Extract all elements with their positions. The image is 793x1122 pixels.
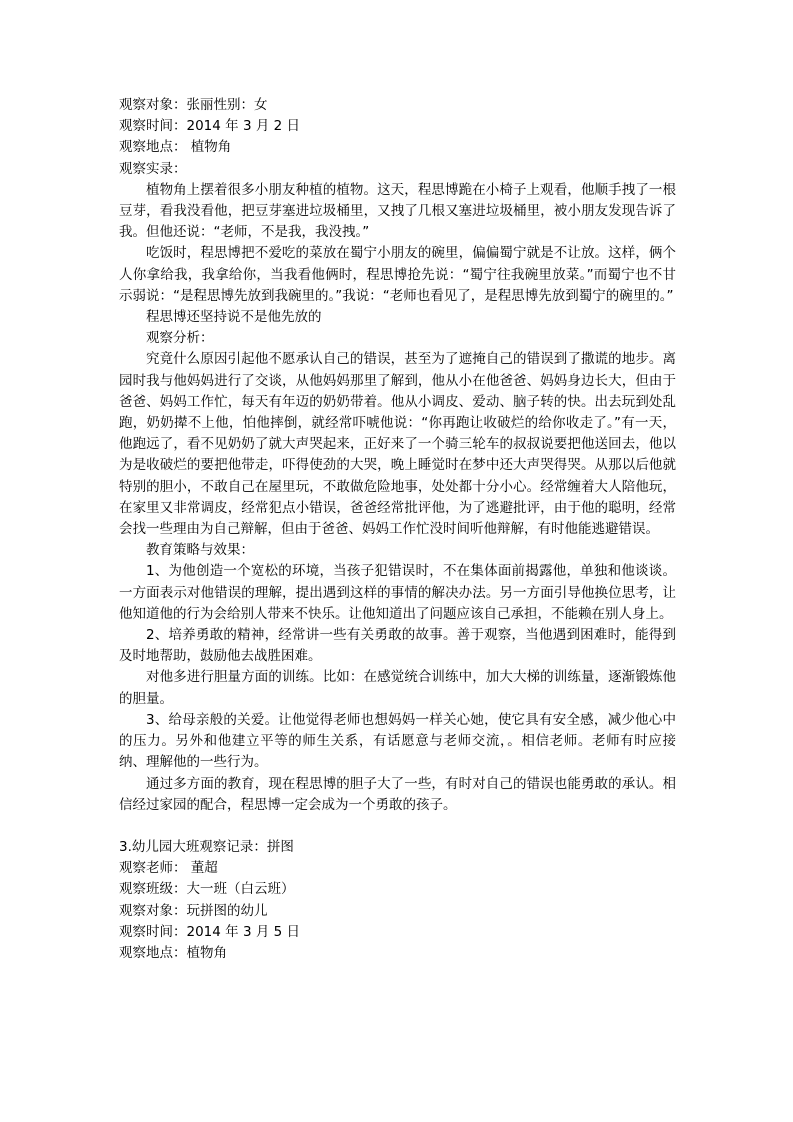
strategy-paragraph: 对他多进行胆量方面的训练。比如：在感觉统合训练中，加大大梯的训练量，逐渐锻炼他的胆量。 bbox=[119, 669, 676, 707]
observation-time: 观察时间：2014 年 3 月 2 日 bbox=[119, 118, 300, 135]
observation-place: 观察地点： 植物角 bbox=[119, 139, 232, 156]
document-page bbox=[119, 95, 676, 964]
strategy-paragraph: 1、为他创造一个宽松的环境，当孩子犯错误时，不在集体面前揭露他，单独和他谈谈。一方面表示对他错误的理解，提出遇到这样的事情的解决办法。另一方面引导他换位思考，让他知道他的行为会给别人带来不快乐。让他知道出了问题应该自己承担，不能赖在别人身上。 bbox=[119, 563, 676, 622]
record-paragraph: 植物角上摆着很多小朋友种植的植物。这天，程思博跪在小椅子上观看，他顺手拽了一根豆芽，看我没看他，把豆芽塞进垃圾桶里，又拽了几根又塞进垃圾桶里，被小朋友发现告诉了我。但他还说：“老师，不是我，我没拽。” bbox=[119, 181, 676, 241]
analysis-label: 观察分析： bbox=[146, 330, 214, 347]
observation-time-2: 观察时间：2014 年 3 月 5 日 bbox=[119, 923, 300, 940]
analysis-paragraph: 究竟什么原因引起他不愿承认自己的错误，甚至为了遮掩自己的错误到了撒谎的地步。离园时我与他妈妈进行了交谈，从他妈妈那里了解到，他从小在他爸爸、妈妈身边长大，但由于爸爸、妈妈工作忙，每天有年迈的奶奶带着。他从小调皮、爱动、脑子转的快。出去玩到处乱跑，奶奶撵不上他，怕他摔倒，就经常吓唬他说：“你再跑让收破烂的给你收走了。”有一天，他跑远了，看不见奶奶了就大声哭起来，正好来了一个骑三轮车的叔叔说要把他送回去，他以为是收破烂的要把他带走，吓得使劲的大哭，晚上睡觉时在梦中还大声哭得哭。从那以后他就特别的胆小，不敢自己在屋里玩，不敢做危险地事，处处都十分小心。经常缠着大人陪他玩，在家里又非常调皮，经常犯点小错误，爸爸经常批评他，为了逃避批评，由于他的聪明，经常会找一些理由为自己辩解，但由于爸爸、妈妈工作忙没时间听他辩解，有时他能逃避错误。 bbox=[119, 351, 676, 538]
strategy-label: 教育策略与效果： bbox=[146, 542, 254, 559]
observation-subject-2: 观察对象：玩拼图的幼儿 bbox=[119, 902, 268, 919]
section-heading: 3.幼儿园大班观察记录：拼图 bbox=[119, 838, 294, 855]
section-gap bbox=[119, 816, 676, 837]
conclusion-paragraph: 通过多方面的教育，现在程思博的胆子大了一些，有时对自己的错误也能勇敢的承认。相信经过家园的配合，程思博一定会成为一个勇敢的孩子。 bbox=[119, 775, 676, 813]
record-label: 观察实录： bbox=[119, 160, 187, 177]
observation-subject: 观察对象：张丽性别：女 bbox=[119, 97, 268, 113]
record-paragraph: 吃饭时，程思博把不爱吃的菜放在蜀宁小朋友的碗里，偏偏蜀宁就是不让放。这样，俩个人你拿给我，我拿给你，当我看他俩时，程思博抢先说：“蜀宁往我碗里放菜。”而蜀宁也不甘示弱说：“是程思博先放到我碗里的。”我说：“老师也看见了，是程思博先放到蜀宁的碗里的。” bbox=[119, 245, 676, 304]
strategy-paragraph: 2、培养勇敢的精神，经常讲一些有关勇敢的故事。善于观察，当他遇到困难时，能得到及时地帮助，鼓励他去战胜困难。 bbox=[119, 627, 676, 665]
observation-place-2: 观察地点：植物角 bbox=[119, 944, 227, 961]
observation-class: 观察班级：大一班（白云班） bbox=[119, 881, 295, 898]
insist-line: 程思博还坚持说不是他先放的 bbox=[146, 309, 322, 326]
observation-teacher: 观察老师： 董超 bbox=[119, 860, 218, 877]
strategy-paragraph: 3、给母亲般的关爱。让他觉得老师也想妈妈一样关心她，使它具有安全感，减少他心中的压力。另外和他建立平等的师生关系，有话愿意与老师交流，。相信老师。老师有时应接纳、理解他的一些行为。 bbox=[119, 711, 676, 771]
